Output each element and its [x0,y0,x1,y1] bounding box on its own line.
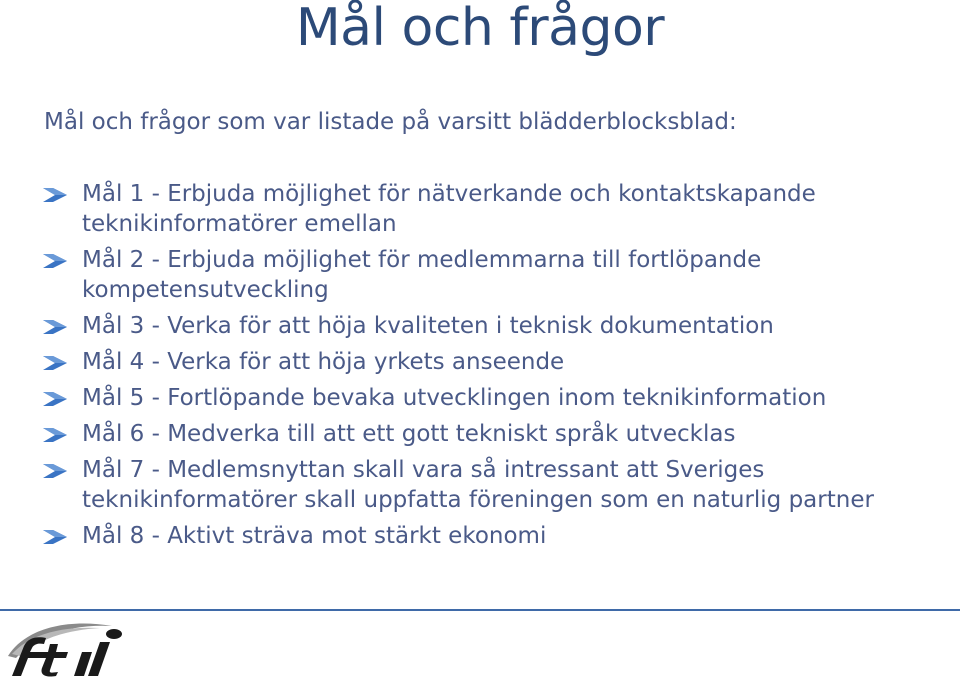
goal-item-1 [42,179,942,239]
goal-item-4 [42,347,942,377]
goal-item-7 [42,455,942,515]
goal-item-2 [42,245,942,305]
intro-text: Mål och frågor som var listade på varsitt blädderblocksblad: [44,109,737,135]
goal-text: Mål 4 - Verka för att höja yrkets anseende [82,349,565,375]
goal-text: Mål 2 - Erbjuda möjlighet för medlemmarna till fortlöpande kompetensutveckling [82,247,762,303]
goal-item-6 [42,419,942,449]
goal-list [42,179,942,557]
arrow-bullet-icon [42,391,68,407]
goal-item-3 [42,311,942,341]
arrow-bullet-icon [42,319,68,335]
goal-text: Mål 1 - Erbjuda möjlighet för nätverkande och kontaktskapande teknikinformatörer emellan [82,181,816,237]
arrow-bullet-icon [42,187,68,203]
footer-divider [0,609,960,611]
goal-text: Mål 3 - Verka för att höja kvaliteten i teknisk dokumentation [82,313,774,339]
arrow-bullet-icon [42,253,68,269]
goal-text: Mål 5 - Fortlöpande bevaka utvecklingen inom teknikinformation [82,385,827,411]
arrow-bullet-icon [42,427,68,443]
goal-text: Mål 7 - Medlemsnyttan skall vara så intressant att Sveriges teknikinformatörer skall uppfatta föreningen som en naturlig partner [82,457,874,513]
slide-title: Mål och frågor [295,0,665,58]
arrow-bullet-icon [42,529,68,545]
arrow-bullet-icon [42,355,68,371]
arrow-bullet-icon [42,463,68,479]
fti-logo [2,616,134,678]
goal-text: Mål 6 - Medverka till att ett gott tekniskt språk utvecklas [82,421,736,447]
goal-text: Mål 8 - Aktivt sträva mot stärkt ekonomi [82,523,547,549]
goal-item-5 [42,383,942,413]
goal-item-8 [42,521,942,551]
